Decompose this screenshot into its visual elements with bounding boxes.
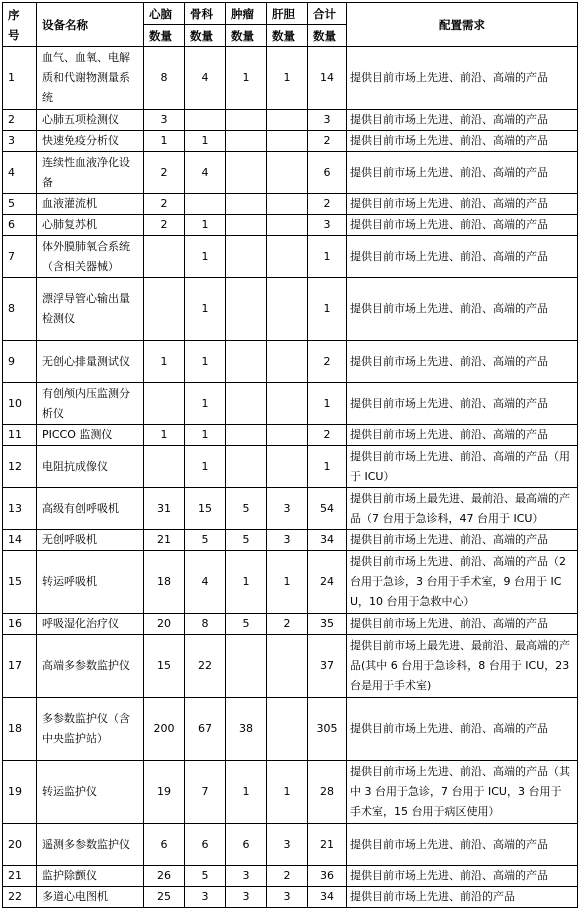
row-qty-dept-1: 8 <box>144 47 185 110</box>
row-qty-dept-2: 67 <box>185 698 226 761</box>
row-qty-total: 1 <box>308 236 347 278</box>
row-qty-dept-1: 2 <box>144 194 185 215</box>
row-qty-dept-3: 3 <box>226 866 267 887</box>
row-requirement: 提供目前市场上先进、前沿、高端的产品 <box>347 866 578 887</box>
table-row <box>3 530 578 551</box>
row-requirement: 提供目前市场上先进、前沿、高端的产品 <box>347 278 578 341</box>
table-row <box>3 551 578 614</box>
row-qty-dept-1: 6 <box>144 824 185 866</box>
row-seq: 9 <box>3 341 37 383</box>
row-qty-total: 2 <box>308 194 347 215</box>
row-qty-dept-3: 3 <box>226 887 267 908</box>
row-seq: 1 <box>3 47 37 110</box>
row-qty-dept-4: 3 <box>267 824 308 866</box>
header-seq-line1: 序 <box>8 7 20 22</box>
row-device-name: 心肺五项检测仪 <box>37 110 144 131</box>
row-device-name: 血液灌流机 <box>37 194 144 215</box>
row-qty-dept-2: 5 <box>185 530 226 551</box>
row-requirement: 提供目前市场上先进、前沿、高端的产品 <box>347 824 578 866</box>
row-requirement: 提供目前市场上先进、前沿、高端的产品 <box>347 47 578 110</box>
header-seq <box>3 3 37 47</box>
row-requirement: 提供目前市场上先进、前沿、高端的产品 <box>347 152 578 194</box>
row-qty-dept-4 <box>267 110 308 131</box>
row-seq: 14 <box>3 530 37 551</box>
header-total: 合计 <box>308 3 347 25</box>
row-device-name: 呼吸湿化治疗仪 <box>37 614 144 635</box>
row-seq: 2 <box>3 110 37 131</box>
row-qty-dept-1: 25 <box>144 887 185 908</box>
row-qty-total: 1 <box>308 278 347 341</box>
row-qty-dept-2: 1 <box>185 278 226 341</box>
table-row <box>3 446 578 488</box>
row-qty-dept-4: 2 <box>267 614 308 635</box>
table-row <box>3 215 578 236</box>
row-qty-dept-3: 6 <box>226 824 267 866</box>
row-qty-dept-3 <box>226 341 267 383</box>
table-row <box>3 152 578 194</box>
row-qty-dept-4 <box>267 194 308 215</box>
row-qty-dept-3 <box>226 278 267 341</box>
row-requirement: 提供目前市场上先进、前沿、高端的产品 <box>347 236 578 278</box>
row-qty-dept-2 <box>185 194 226 215</box>
row-requirement: 提供目前市场上先进、前沿、高端的产品 <box>347 530 578 551</box>
row-qty-total: 28 <box>308 761 347 824</box>
row-device-name: 高级有创呼吸机 <box>37 488 144 530</box>
row-qty-dept-2: 1 <box>185 131 226 152</box>
row-requirement: 提供目前市场上先进、前沿、高端的产品 <box>347 341 578 383</box>
row-qty-dept-2: 5 <box>185 866 226 887</box>
row-qty-dept-3 <box>226 131 267 152</box>
table-row <box>3 614 578 635</box>
row-qty-dept-3: 1 <box>226 551 267 614</box>
table-row <box>3 236 578 278</box>
row-qty-dept-1: 26 <box>144 866 185 887</box>
row-qty-total: 24 <box>308 551 347 614</box>
table-row <box>3 824 578 866</box>
row-seq: 7 <box>3 236 37 278</box>
row-qty-dept-3 <box>226 194 267 215</box>
row-requirement: 提供目前市场上先进、前沿、高端的产品 <box>347 194 578 215</box>
row-qty-dept-2: 4 <box>185 551 226 614</box>
row-qty-total: 3 <box>308 215 347 236</box>
row-device-name: 多参数监护仪（含中央监护站） <box>37 698 144 761</box>
row-requirement: 提供目前市场上先进、前沿、高端的产品 <box>347 131 578 152</box>
row-seq: 13 <box>3 488 37 530</box>
row-seq: 18 <box>3 698 37 761</box>
row-qty-dept-4 <box>267 698 308 761</box>
row-qty-dept-3 <box>226 425 267 446</box>
row-requirement: 提供目前市场上先进、前沿、高端的产品 <box>347 698 578 761</box>
row-qty-total: 14 <box>308 47 347 110</box>
row-seq: 17 <box>3 635 37 698</box>
row-qty-total: 305 <box>308 698 347 761</box>
header-seq-line2: 号 <box>8 27 20 42</box>
table-row <box>3 635 578 698</box>
row-device-name: 漂浮导管心输出量检测仪 <box>37 278 144 341</box>
row-seq: 16 <box>3 614 37 635</box>
row-qty-dept-4 <box>267 236 308 278</box>
row-qty-total: 2 <box>308 425 347 446</box>
row-qty-dept-2: 1 <box>185 383 226 425</box>
row-qty-dept-1: 21 <box>144 530 185 551</box>
header-qty-4: 数量 <box>267 25 308 47</box>
row-qty-dept-1: 200 <box>144 698 185 761</box>
row-device-name: 心肺复苏机 <box>37 215 144 236</box>
row-qty-dept-2: 7 <box>185 761 226 824</box>
row-device-name: 无创呼吸机 <box>37 530 144 551</box>
row-qty-total: 37 <box>308 635 347 698</box>
row-device-name: 遥测多参数监护仪 <box>37 824 144 866</box>
row-requirement: 提供目前市场上先进、前沿、高端的产品 <box>347 614 578 635</box>
row-qty-dept-2 <box>185 110 226 131</box>
row-requirement: 提供目前市场上先进、前沿、高端的产品 <box>347 383 578 425</box>
row-qty-dept-3: 1 <box>226 47 267 110</box>
row-qty-total: 1 <box>308 446 347 488</box>
row-qty-dept-4: 2 <box>267 866 308 887</box>
table-row <box>3 488 578 530</box>
row-qty-dept-4: 1 <box>267 761 308 824</box>
table-row <box>3 278 578 341</box>
row-qty-dept-4 <box>267 215 308 236</box>
header-requirement: 配置需求 <box>347 3 578 47</box>
table-row <box>3 383 578 425</box>
row-qty-dept-1: 2 <box>144 152 185 194</box>
row-qty-total: 34 <box>308 530 347 551</box>
table-row <box>3 47 578 110</box>
row-device-name: 血气、血氧、电解质和代谢物测量系统 <box>37 47 144 110</box>
row-requirement: 提供目前市场上先进、前沿、高端的产品 <box>347 425 578 446</box>
row-qty-dept-2: 4 <box>185 152 226 194</box>
table-row <box>3 110 578 131</box>
header-qty-3: 数量 <box>226 25 267 47</box>
row-qty-dept-1 <box>144 278 185 341</box>
table-row <box>3 761 578 824</box>
row-qty-dept-4 <box>267 635 308 698</box>
row-requirement: 提供目前市场上先进、前沿、高端的产品（其中 3 台用于急诊，7 台用于 ICU，3 台用于手术室，15 台用于病区使用） <box>347 761 578 824</box>
row-device-name: 连续性血液净化设备 <box>37 152 144 194</box>
row-qty-dept-2: 1 <box>185 425 226 446</box>
row-seq: 4 <box>3 152 37 194</box>
row-qty-dept-3 <box>226 152 267 194</box>
row-device-name: 体外膜肺氧合系统（含相关器械） <box>37 236 144 278</box>
table-row <box>3 887 578 908</box>
row-qty-total: 2 <box>308 341 347 383</box>
row-seq: 19 <box>3 761 37 824</box>
table-row <box>3 698 578 761</box>
row-qty-total: 3 <box>308 110 347 131</box>
row-qty-dept-3 <box>226 110 267 131</box>
table-row <box>3 425 578 446</box>
row-device-name: PICCO 监测仪 <box>37 425 144 446</box>
header-qty-1: 数量 <box>144 25 185 47</box>
row-qty-dept-1: 1 <box>144 131 185 152</box>
row-requirement: 提供目前市场上先进、前沿的产品 <box>347 887 578 908</box>
row-seq: 6 <box>3 215 37 236</box>
header-qty-2: 数量 <box>185 25 226 47</box>
row-qty-total: 21 <box>308 824 347 866</box>
row-qty-dept-2: 1 <box>185 215 226 236</box>
row-qty-total: 34 <box>308 887 347 908</box>
row-qty-dept-4: 3 <box>267 887 308 908</box>
row-device-name: 电阻抗成像仪 <box>37 446 144 488</box>
row-qty-dept-1: 18 <box>144 551 185 614</box>
row-qty-total: 35 <box>308 614 347 635</box>
row-qty-dept-4 <box>267 278 308 341</box>
row-qty-dept-2: 22 <box>185 635 226 698</box>
row-qty-dept-4 <box>267 131 308 152</box>
row-qty-total: 2 <box>308 131 347 152</box>
table-row <box>3 194 578 215</box>
row-qty-dept-1: 1 <box>144 341 185 383</box>
row-qty-dept-4 <box>267 341 308 383</box>
row-qty-dept-4: 1 <box>267 551 308 614</box>
row-qty-dept-4 <box>267 425 308 446</box>
row-qty-dept-3 <box>226 236 267 278</box>
row-seq: 22 <box>3 887 37 908</box>
row-qty-dept-3 <box>226 383 267 425</box>
row-qty-dept-1: 31 <box>144 488 185 530</box>
row-qty-dept-4: 3 <box>267 488 308 530</box>
row-seq: 12 <box>3 446 37 488</box>
row-seq: 3 <box>3 131 37 152</box>
row-qty-dept-1: 3 <box>144 110 185 131</box>
row-qty-dept-2: 15 <box>185 488 226 530</box>
row-device-name: 无创心排量测试仪 <box>37 341 144 383</box>
row-qty-dept-3: 5 <box>226 614 267 635</box>
row-qty-dept-4 <box>267 152 308 194</box>
header-name: 设备名称 <box>37 3 144 47</box>
row-qty-dept-1: 15 <box>144 635 185 698</box>
row-qty-total: 36 <box>308 866 347 887</box>
row-qty-dept-3 <box>226 635 267 698</box>
table-body <box>3 47 578 908</box>
row-qty-dept-3: 5 <box>226 488 267 530</box>
header-qty-total: 数量 <box>308 25 347 47</box>
row-qty-total: 54 <box>308 488 347 530</box>
row-seq: 20 <box>3 824 37 866</box>
row-qty-dept-3 <box>226 446 267 488</box>
row-seq: 10 <box>3 383 37 425</box>
row-qty-dept-3: 1 <box>226 761 267 824</box>
table-row <box>3 866 578 887</box>
row-device-name: 高端多参数监护仪 <box>37 635 144 698</box>
row-requirement: 提供目前市场上最先进、最前沿、最高端的产品（7 台用于急诊科，47 台用于 ICU） <box>347 488 578 530</box>
header-dept-2: 骨科 <box>185 3 226 25</box>
row-qty-dept-4 <box>267 383 308 425</box>
row-seq: 21 <box>3 866 37 887</box>
row-requirement: 提供目前市场上先进、前沿、高端的产品（用于 ICU） <box>347 446 578 488</box>
row-qty-dept-1: 20 <box>144 614 185 635</box>
row-qty-dept-1 <box>144 236 185 278</box>
row-seq: 8 <box>3 278 37 341</box>
row-device-name: 有创颅内压监测分析仪 <box>37 383 144 425</box>
row-device-name: 多道心电图机 <box>37 887 144 908</box>
header-dept-1: 心脑 <box>144 3 185 25</box>
row-qty-total: 1 <box>308 383 347 425</box>
table-header <box>3 3 578 47</box>
row-qty-dept-2: 6 <box>185 824 226 866</box>
row-qty-dept-3: 38 <box>226 698 267 761</box>
row-qty-dept-3: 5 <box>226 530 267 551</box>
row-qty-total: 6 <box>308 152 347 194</box>
row-device-name: 快速免疫分析仪 <box>37 131 144 152</box>
row-qty-dept-4 <box>267 446 308 488</box>
row-qty-dept-4: 1 <box>267 47 308 110</box>
row-qty-dept-4: 3 <box>267 530 308 551</box>
row-qty-dept-1: 1 <box>144 425 185 446</box>
row-qty-dept-2: 1 <box>185 236 226 278</box>
row-requirement: 提供目前市场上先进、前沿、高端的产品 <box>347 215 578 236</box>
row-requirement: 提供目前市场上先进、前沿、高端的产品（2 台用于急诊，3 台用于手术室，9 台用于 ICU，10 台用于急救中心） <box>347 551 578 614</box>
row-qty-dept-1: 2 <box>144 215 185 236</box>
row-seq: 5 <box>3 194 37 215</box>
row-device-name: 监护除颤仪 <box>37 866 144 887</box>
row-qty-dept-1: 19 <box>144 761 185 824</box>
row-qty-dept-2: 4 <box>185 47 226 110</box>
row-qty-dept-2: 1 <box>185 446 226 488</box>
row-seq: 11 <box>3 425 37 446</box>
table-row <box>3 131 578 152</box>
header-dept-4: 肝胆 <box>267 3 308 25</box>
row-device-name: 转运呼吸机 <box>37 551 144 614</box>
row-seq: 15 <box>3 551 37 614</box>
row-qty-dept-3 <box>226 215 267 236</box>
row-qty-dept-2: 3 <box>185 887 226 908</box>
row-requirement: 提供目前市场上最先进、最前沿、最高端的产品(其中 6 台用于急诊科，8 台用于 ICU，23 台是用于手术室) <box>347 635 578 698</box>
row-qty-dept-1 <box>144 446 185 488</box>
equipment-table <box>2 2 578 908</box>
row-requirement: 提供目前市场上先进、前沿、高端的产品 <box>347 110 578 131</box>
row-device-name: 转运监护仪 <box>37 761 144 824</box>
row-qty-dept-2: 1 <box>185 341 226 383</box>
row-qty-dept-2: 8 <box>185 614 226 635</box>
row-qty-dept-1 <box>144 383 185 425</box>
table-row <box>3 341 578 383</box>
header-dept-3: 肿瘤 <box>226 3 267 25</box>
